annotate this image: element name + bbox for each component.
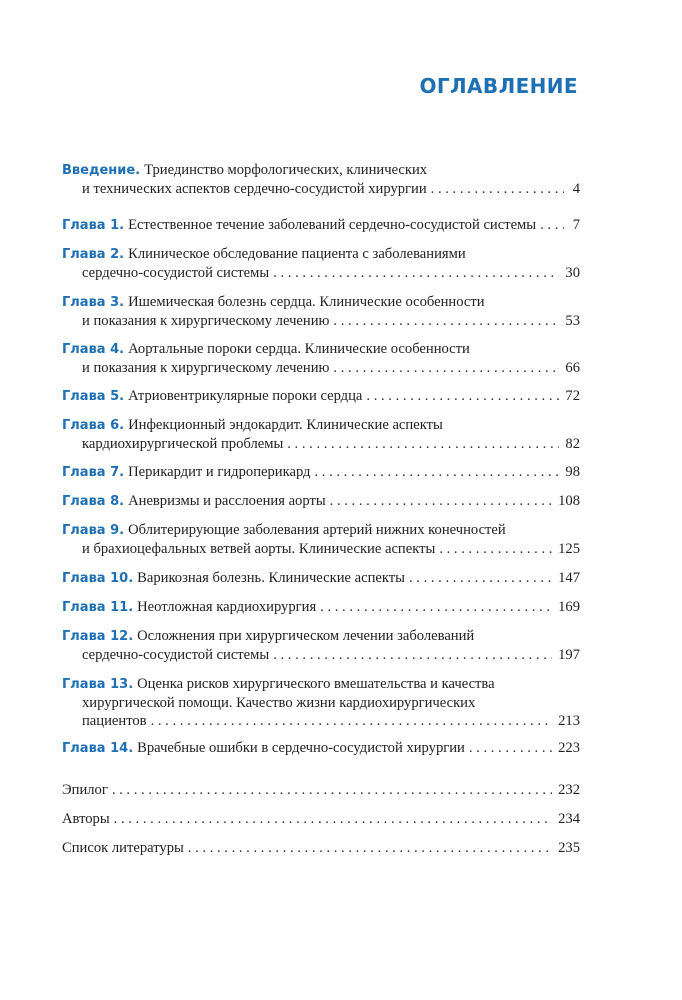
- toc-entry-title: и показания к хирургическому лечению: [82, 360, 330, 376]
- dot-leader: [540, 216, 564, 234]
- toc-entry[interactable]: [62, 569, 580, 588]
- toc-entry-title: Оценка рисков хирургического вмешательства и качества: [137, 676, 495, 692]
- toc-entry-title: Естественное течение заболеваний сердечно-сосудистой системы: [128, 217, 537, 233]
- toc-entry-last-line: [62, 264, 580, 282]
- toc-entry[interactable]: [62, 416, 580, 453]
- dot-leader: [273, 264, 559, 282]
- toc-entry-text: [62, 216, 536, 235]
- toc-entry-last-line: [62, 180, 580, 198]
- chapter-label: Глава 13.: [62, 677, 134, 692]
- chapter-label: Глава 7.: [62, 465, 125, 480]
- toc-entry-title: Инфекционный эндокардит. Клинические аспекты: [128, 417, 443, 433]
- toc-entry[interactable]: [62, 161, 580, 198]
- toc-entry-text: [62, 810, 110, 828]
- chapter-label: Глава 3.: [62, 295, 125, 310]
- toc-entry-last-line: [62, 839, 580, 857]
- toc-entry-title: сердечно-сосудистой системы: [82, 265, 270, 281]
- chapter-label: Глава 1.: [62, 218, 125, 233]
- toc-entry-last-line: [62, 492, 580, 511]
- page-number: 66: [565, 360, 580, 376]
- toc-entry-title: сердечно-сосудистой системы: [82, 647, 270, 663]
- page-title: ОГЛАВЛЕНИЕ: [419, 74, 578, 98]
- toc-entry-last-line: [62, 435, 580, 453]
- toc-entry-title: Авторы: [62, 811, 110, 827]
- toc-entry-line: [62, 627, 580, 646]
- toc-entry-last-line: [62, 739, 580, 758]
- toc-entry-text: [62, 739, 465, 758]
- toc-entry-title: Ишемическая болезнь сердца. Клинические особенности: [128, 294, 485, 310]
- toc-entry-last-line: [62, 712, 580, 730]
- page-number: 82: [565, 436, 580, 452]
- page-number: 147: [558, 570, 580, 586]
- toc-entry-title: Осложнения при хирургическом лечении заболеваний: [137, 628, 475, 644]
- toc-entry-last-line: [62, 540, 580, 558]
- toc-entry-title: Врачебные ошибки в сердечно-сосудистой хирургии: [137, 740, 465, 756]
- dot-leader: [188, 839, 552, 857]
- page-number: 234: [558, 811, 580, 827]
- toc-entry-title: Неотложная кардиохирургия: [137, 599, 317, 615]
- toc-entry-text: [62, 569, 405, 588]
- toc-entry-last-line: [62, 387, 580, 406]
- dot-leader: [151, 712, 553, 730]
- toc-entry-text: [62, 492, 326, 511]
- toc-entry-title: Атриовентрикулярные пороки сердца: [128, 388, 363, 404]
- dot-leader: [409, 569, 552, 587]
- chapter-label: Глава 11.: [62, 600, 134, 615]
- dot-leader: [314, 463, 559, 481]
- toc-entry-title: и технических аспектов сердечно-сосудистой хирургии: [82, 181, 427, 197]
- toc-entry-last-line: [62, 810, 580, 828]
- page-number: 169: [558, 599, 580, 615]
- toc-entry[interactable]: [62, 245, 580, 282]
- dot-leader: [431, 180, 564, 198]
- toc-entry-last-line: [62, 598, 580, 617]
- page-number: 223: [558, 740, 580, 756]
- toc-entry-title: Аортальные пороки сердца. Клинические особенности: [128, 341, 470, 357]
- page-number: 4: [572, 181, 580, 197]
- toc-entry-last-line: [62, 781, 580, 799]
- toc-entry-text: [62, 839, 184, 857]
- toc-entry-last-line: [62, 216, 580, 235]
- toc-entry[interactable]: [62, 293, 580, 330]
- page-number: 53: [565, 313, 580, 329]
- chapter-label: Глава 9.: [62, 523, 125, 538]
- toc-entry-title: Клиническое обследование пациента с заболеваниями: [128, 246, 466, 262]
- toc-entry-line: [62, 416, 580, 435]
- toc-entry-last-line: [62, 312, 580, 330]
- toc-entry-line: [62, 245, 580, 264]
- chapter-label: Глава 12.: [62, 629, 134, 644]
- page-number: 7: [572, 217, 580, 233]
- toc-entry-line: [62, 340, 580, 359]
- toc-entry-title: Триединство морфологических, клинических: [144, 162, 428, 178]
- chapter-label: Глава 5.: [62, 389, 125, 404]
- toc-entry[interactable]: [62, 675, 580, 730]
- chapter-label: Глава 6.: [62, 418, 125, 433]
- chapter-label: Глава 2.: [62, 247, 125, 262]
- dot-leader: [439, 540, 552, 558]
- page-number: 232: [558, 782, 580, 798]
- page-number: 72: [565, 388, 580, 404]
- chapter-label: Введение.: [62, 163, 141, 178]
- toc-entry[interactable]: [62, 598, 580, 617]
- toc-entry-line: [62, 694, 580, 712]
- toc-entry-text: [62, 781, 108, 799]
- chapter-label: Глава 10.: [62, 571, 134, 586]
- toc-entry[interactable]: [62, 463, 580, 482]
- dot-leader: [333, 312, 559, 330]
- toc-entry-text: [62, 598, 316, 617]
- toc-entry-title: Облитерирующие заболевания артерий нижних конечностей: [128, 522, 506, 538]
- toc-entry-line: [62, 293, 580, 312]
- page-number: 125: [558, 541, 580, 557]
- dot-leader: [366, 387, 559, 405]
- toc-entry-last-line: [62, 646, 580, 664]
- page-number: 98: [565, 464, 580, 480]
- toc-entry-title: Перикардит и гидроперикард: [128, 464, 311, 480]
- dot-leader: [469, 739, 552, 757]
- chapter-label: Глава 4.: [62, 342, 125, 357]
- toc-entry-title: и брахиоцефальных ветвей аорты. Клинические аспекты: [82, 541, 436, 557]
- chapter-label: Глава 8.: [62, 494, 125, 509]
- toc-entry-title: Варикозная болезнь. Клинические аспекты: [137, 570, 405, 586]
- toc-entry-title: Аневризмы и расслоения аорты: [128, 493, 326, 509]
- toc-entry[interactable]: [62, 627, 580, 664]
- chapter-label: Глава 14.: [62, 741, 134, 756]
- dot-leader: [112, 781, 552, 799]
- dot-leader: [273, 646, 552, 664]
- toc-entry[interactable]: [62, 340, 580, 377]
- toc-entry-last-line: [62, 463, 580, 482]
- toc-entry[interactable]: [62, 810, 580, 828]
- dot-leader: [320, 598, 552, 616]
- page-number: 213: [558, 713, 580, 729]
- toc-entry-title: хирургической помощи. Качество жизни кардиохирургических: [82, 695, 476, 711]
- toc-entry-line: [62, 675, 580, 694]
- page-number: 197: [558, 647, 580, 663]
- dot-leader: [330, 492, 552, 510]
- toc-entry[interactable]: [62, 216, 580, 235]
- toc-entry-line: [62, 521, 580, 540]
- toc-entry[interactable]: [62, 521, 580, 558]
- dot-leader: [333, 359, 559, 377]
- dot-leader: [287, 435, 559, 453]
- page-number: 30: [565, 265, 580, 281]
- toc-entry-last-line: [62, 359, 580, 377]
- toc-entry-title: Список литературы: [62, 840, 184, 856]
- page-number: 235: [558, 840, 580, 856]
- toc-entry[interactable]: [62, 839, 580, 857]
- toc-entry-title: кардиохирургической проблемы: [82, 436, 284, 452]
- dot-leader: [114, 810, 552, 828]
- toc-entry-title: и показания к хирургическому лечению: [82, 313, 330, 329]
- toc-entry[interactable]: [62, 739, 580, 758]
- toc-entry-text: [62, 387, 362, 406]
- toc-entry[interactable]: [62, 387, 580, 406]
- page-number: 108: [558, 493, 580, 509]
- toc-entry-title: Эпилог: [62, 782, 108, 798]
- toc-entry[interactable]: [62, 781, 580, 799]
- toc-entry-line: [62, 161, 580, 180]
- toc-entry-text: [62, 463, 310, 482]
- toc-entry-last-line: [62, 569, 580, 588]
- toc-entry[interactable]: [62, 492, 580, 511]
- toc-entry-title: пациентов: [82, 713, 147, 729]
